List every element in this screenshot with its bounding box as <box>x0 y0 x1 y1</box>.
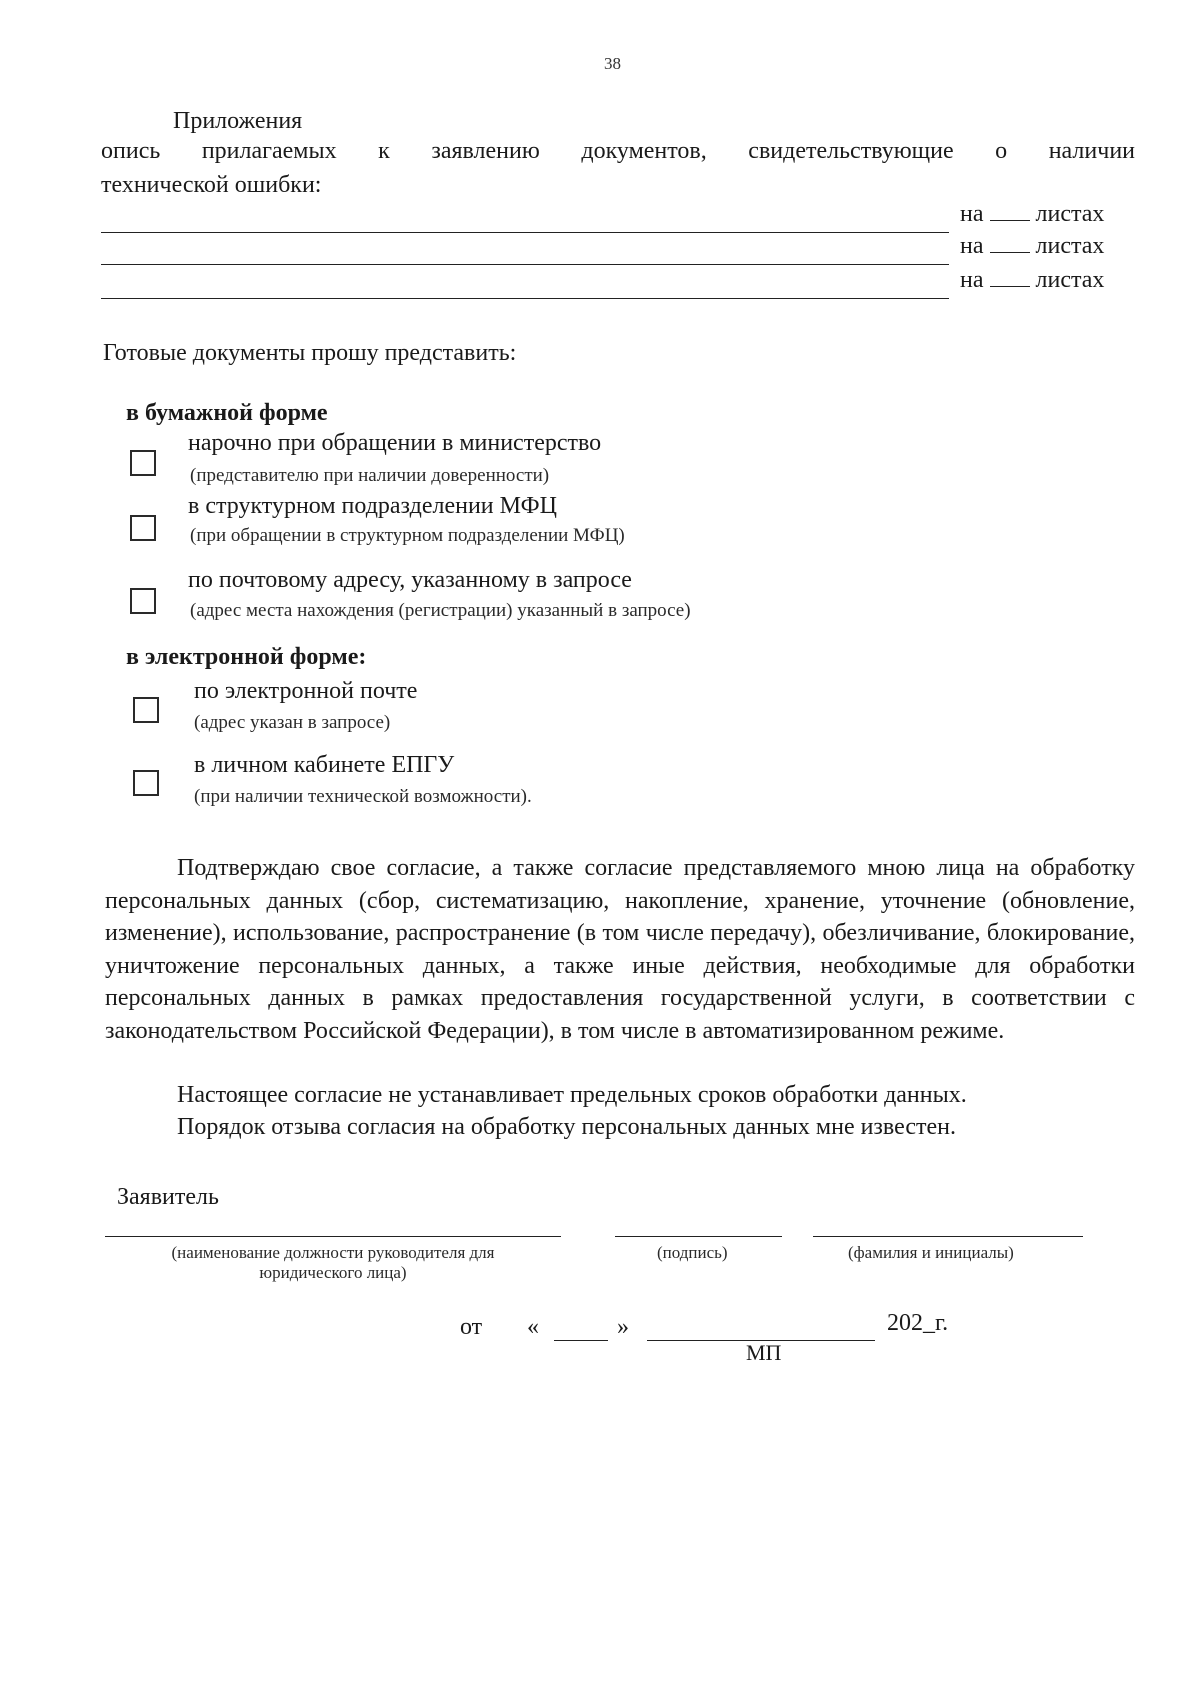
date-year: 202_г. <box>887 1310 949 1336</box>
applicant-label: Заявитель <box>117 1184 219 1210</box>
attachment-row-3-pages <box>960 267 1104 294</box>
name-caption: (фамилия и инициалы) <box>848 1243 1014 1262</box>
option-mfc-label: в структурном подразделении МФЦ <box>188 493 557 519</box>
option-postal-label: по почтовому адресу, указанному в запросе <box>188 567 632 593</box>
attachment-row-2-line <box>101 264 949 265</box>
checkbox-epgu-delivery[interactable] <box>133 770 159 796</box>
option-email-note: (адрес указан в запросе) <box>194 712 391 733</box>
option-email-label: по электронной почте <box>194 678 418 704</box>
date-quote-open: « <box>527 1314 539 1340</box>
date-day-line <box>554 1340 608 1341</box>
page-number: 38 <box>604 54 621 73</box>
position-caption <box>120 1243 546 1283</box>
option-mfc-note: (при обращении в структурном подразделении МФЦ) <box>190 525 625 546</box>
attachment-row-1-line <box>101 232 949 233</box>
checkbox-postal-delivery[interactable] <box>130 588 156 614</box>
attachment-row-2-count-blank <box>990 234 1030 253</box>
consent-paragraph: Подтверждаю свое согласие, а также согласие представляемого мною лица на обработку персональных данных (сбор, систематизацию, накопление, хранение, уточнение (обновление, изменение), использование, распространение (в том числе передачу), обезличивание, блокирование, уничтожение персональных данных, а также иные действия, необходимые для обработки персональных данных в рамках предоставления государственной услуги, в соответствии с законодательством Российской Федерации), в том числе в автоматизированном режиме. <box>105 855 1135 1044</box>
stamp-label: МП <box>746 1340 782 1365</box>
attachment-row-1-count-blank <box>990 202 1030 221</box>
signature-caption: (подпись) <box>657 1243 728 1262</box>
delivery-prompt: Готовые документы прошу представить: <box>103 340 517 366</box>
checkbox-mfc-delivery[interactable] <box>130 515 156 541</box>
attachment-row-2-prefix: на <box>960 233 984 259</box>
attachment-row-1-suffix: листах <box>1035 201 1105 227</box>
option-epgu-note: (при наличии технической возможности). <box>194 786 532 807</box>
attachment-row-3-prefix: на <box>960 267 984 293</box>
date-quote-close: » <box>617 1314 629 1340</box>
checkbox-hand-delivery[interactable] <box>130 450 156 476</box>
option-epgu-label: в личном кабинете ЕПГУ <box>194 752 455 778</box>
consent-no-deadline: Настоящее согласие не устанавливает предельных сроков обработки данных. <box>177 1082 967 1108</box>
attachment-row-1-prefix: на <box>960 201 984 227</box>
date-from: от <box>460 1314 483 1340</box>
position-line <box>105 1236 561 1237</box>
attachment-row-3-suffix: листах <box>1035 267 1105 293</box>
attachments-description-line1: опись прилагаемых к заявлению документов, свидетельствующие о наличии <box>101 138 1135 164</box>
attachment-row-1-pages <box>960 201 1104 228</box>
attachments-description-line2: технической ошибки: <box>101 172 322 198</box>
electronic-form-heading: в электронной форме: <box>126 644 367 670</box>
position-caption-line2: юридического лица) <box>259 1263 407 1282</box>
attachment-row-3-count-blank <box>990 268 1030 287</box>
position-caption-line1: (наименование должности руководителя для <box>171 1243 495 1262</box>
name-line <box>813 1236 1083 1237</box>
attachment-row-2-pages <box>960 233 1104 260</box>
attachments-heading: Приложения <box>173 108 303 134</box>
option-hand-delivery-label: нарочно при обращении в министерство <box>188 430 602 456</box>
checkbox-email-delivery[interactable] <box>133 697 159 723</box>
option-hand-delivery-note: (представителю при наличии доверенности) <box>190 465 550 486</box>
option-postal-note: (адрес места нахождения (регистрации) указанный в запросе) <box>190 600 691 621</box>
consent-withdrawal: Порядок отзыва согласия на обработку персональных данных мне известен. <box>177 1114 956 1140</box>
signature-line <box>615 1236 782 1237</box>
attachment-row-2-suffix: листах <box>1035 233 1105 259</box>
attachment-row-3-line <box>101 298 949 299</box>
paper-form-heading: в бумажной форме <box>126 400 328 426</box>
